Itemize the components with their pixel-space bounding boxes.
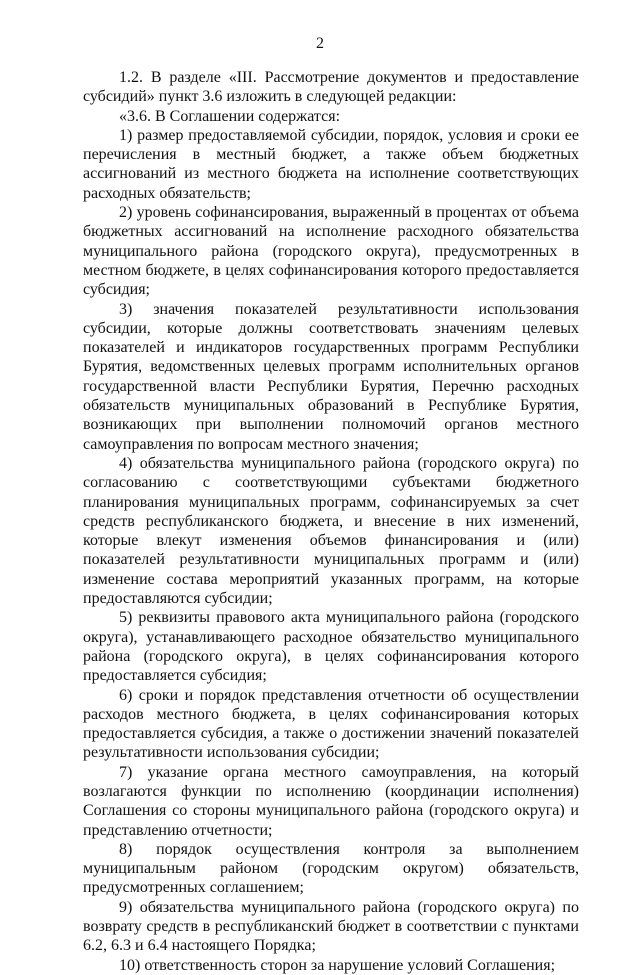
list-item-6: 6) сроки и порядок представления отчетности об осуществлении расходов местного бюджета, в целях софинансирования которых предоставляется субсидия, а также о достижении значений показателей результативности использования субсидии; <box>83 686 579 762</box>
list-item-2: 2) уровень софинансирования, выраженный в процентах от объема бюджетных ассигнований на исполнение расходного обязательства муниципального района (городского округа), предусмотренных в местном бюджете, в целях софинансирования которого предоставляется субсидия; <box>83 204 579 299</box>
page-number: 2 <box>316 35 324 52</box>
paragraph-clause-3-6-heading: «3.6. В Соглашении содержатся: <box>119 107 341 125</box>
list-item-1: 1) размер предоставляемой субсидии, порядок, условия и сроки ее перечисления в местный бюджет, а также объем бюджетных ассигнований из местного бюджета на исполнение соответствующих расходных обязательств; <box>83 126 579 202</box>
list-item-9: 9) обязательства муниципального района (городского округа) по возврату средств в республиканский бюджет в соответствии с пунктами 6.2, 6.3 и 6.4 настоящего Порядка; <box>83 898 579 955</box>
list-item-7: 7) указание органа местного самоуправления, на который возлагаются функции по исполнению (координации исполнения) Соглашения со стороны муниципального района (городского округа) и представлению отчетности; <box>83 763 579 839</box>
list-item-8: 8) порядок осуществления контроля за выполнением муниципальным районом (городским округом) обязательств, предусмотренных соглашением; <box>83 840 579 897</box>
list-item-10: 10) ответственность сторон за нарушение условий Соглашения; <box>119 956 556 974</box>
paragraph-amendment-intro: 1.2. В разделе «III. Рассмотрение документов и предоставление субсидий» пункт 3.6 изложить в следующей редакции: <box>83 69 579 106</box>
list-item-4: 4) обязательства муниципального района (городского округа) по согласованию с соответствующими субъектами бюджетного планирования муниципальных программ, софинансируемых за счет средств республиканского бюджета, и внесение в них изменений, которые влекут изменения объемов финансирования и (или) показателей результативности муниципальных программ и (или) изменение состава мероприятий указанных программ, на которые предоставляются субсидии; <box>83 454 579 608</box>
list-item-3: 3) значения показателей результативности использования субсидии, которые должны соответствовать значениям целевых показателей и индикаторов государственных программ Республики Бурятия, ведомственных целевых программ исполнительных органов государственной власти Республики Бурятия, Перечню расходных обязательств муниципальных образований в Республике Бурятия, возникающих при выполнении полномочий органов местного самоуправления по вопросам местного значения; <box>83 300 579 453</box>
document-body <box>83 68 579 975</box>
list-item-5: 5) реквизиты правового акта муниципального района (городского округа), устанавливающего расходное обязательство муниципального района (городского округа), в целях софинансирования которого предоставляется субсидия; <box>83 609 579 685</box>
